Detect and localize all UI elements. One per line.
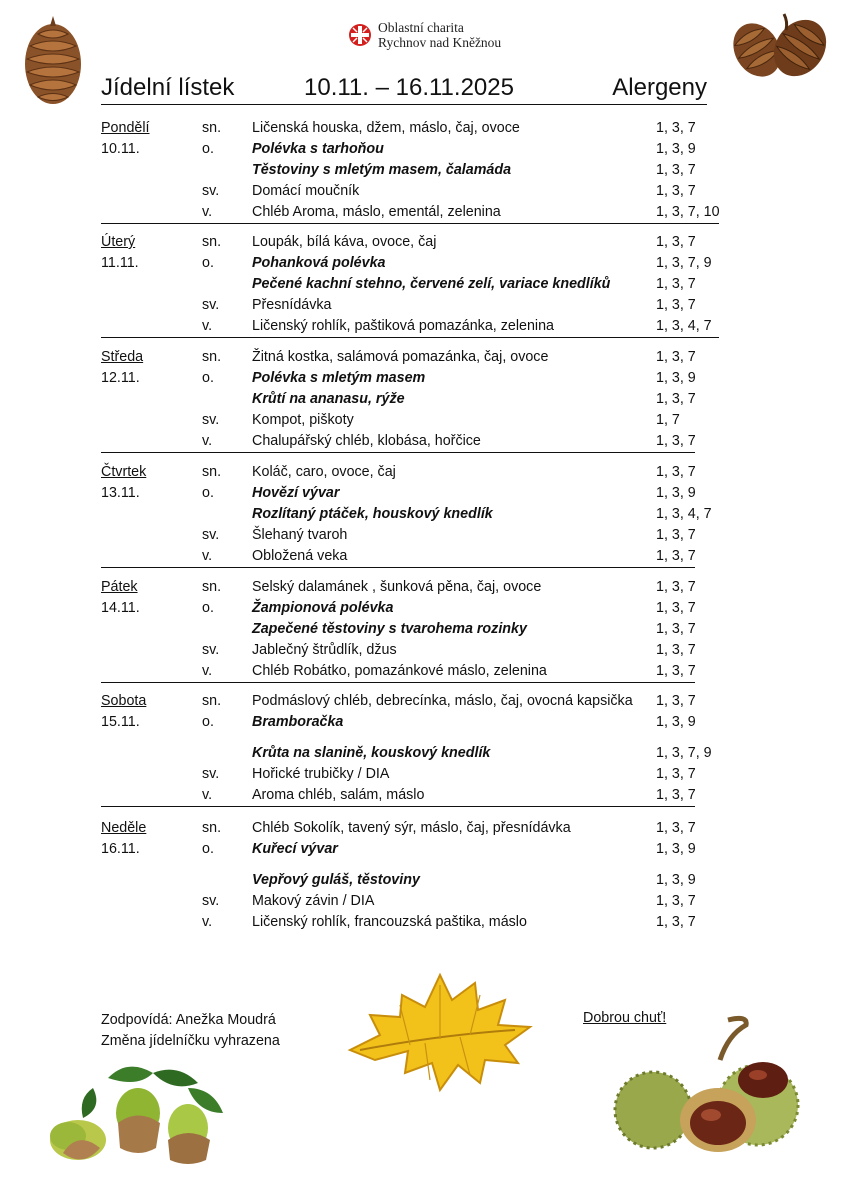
- charity-cross-icon: [348, 23, 372, 47]
- meal-code: v.: [202, 663, 213, 679]
- dish: Bramboračka: [252, 714, 344, 730]
- meal-code: o.: [202, 841, 214, 857]
- menu-row: [101, 483, 721, 504]
- dish: Ličenský rohlík, francouzská paštika, máslo: [252, 914, 527, 930]
- menu-row: [101, 743, 721, 764]
- dish: Zapečené těstoviny s tvarohema rozinky: [252, 621, 527, 637]
- menu-row: [101, 619, 721, 640]
- meal-code: sn.: [202, 120, 222, 136]
- day-block-friday: [101, 577, 721, 683]
- allergens: 1, 3, 9: [656, 485, 696, 501]
- dish: Kuřecí vývar: [252, 841, 338, 857]
- menu-row: [101, 232, 721, 253]
- dish: Chléb Robátko, pomazánkové máslo, zelenina: [252, 663, 547, 679]
- meal-code: o.: [202, 600, 214, 616]
- day-date: 15.11.: [101, 714, 140, 730]
- allergens: 1, 3, 4, 7: [656, 318, 712, 334]
- org-name-line2: Rychnov nad Kněžnou: [378, 35, 502, 50]
- dish: Přesnídávka: [252, 297, 332, 313]
- dish: Pečené kachní stehno, červené zelí, variace knedlíků: [252, 276, 611, 292]
- dish: Kompot, piškoty: [252, 412, 354, 428]
- chestnuts-image: [608, 1015, 808, 1165]
- allergens: 1, 3, 7, 10: [656, 204, 720, 220]
- responsible-person: Zodpovídá: Anežka Moudrá: [101, 1012, 276, 1028]
- dish: Rozlítaný ptáček, houskový knedlík: [252, 506, 493, 522]
- meal-code: o.: [202, 370, 214, 386]
- meal-code: v.: [202, 318, 213, 334]
- menu-row: [101, 202, 719, 224]
- dish: Selský dalamánek , šunková pěna, čaj, ovoce: [252, 579, 542, 595]
- dish: Šlehaný tvaroh: [252, 527, 348, 543]
- allergens: 1, 3, 7: [656, 766, 696, 782]
- meal-code: sv.: [202, 183, 220, 199]
- meal-code: sn.: [202, 464, 222, 480]
- charity-logo: [348, 20, 501, 50]
- menu-row: [101, 546, 695, 568]
- allergens: 1, 3, 9: [656, 714, 696, 730]
- meal-code: o.: [202, 485, 214, 501]
- allergens: 1, 3, 7: [656, 914, 696, 930]
- meal-code: sv.: [202, 766, 220, 782]
- meal-code: sn.: [202, 349, 222, 365]
- day-block-thursday: [101, 462, 721, 568]
- meal-code: sn.: [202, 579, 222, 595]
- day-name: Sobota: [101, 693, 147, 709]
- dish: Pohanková polévka: [252, 255, 386, 271]
- dish: Krůta na slanině, kouskový knedlík: [252, 745, 491, 761]
- menu-row: [101, 912, 721, 933]
- dish: Těstoviny s mletým masem, čalamáda: [252, 162, 512, 178]
- allergens: 1, 3, 7: [656, 162, 696, 178]
- day-block-wednesday: [101, 347, 721, 453]
- meal-code: v.: [202, 914, 213, 930]
- menu-row: [101, 640, 721, 661]
- day-block-monday: [101, 118, 721, 224]
- menu-row: [101, 431, 695, 453]
- menu-row: [101, 347, 721, 368]
- allergens: 1, 3, 7: [656, 433, 696, 449]
- allergens: 1, 3, 9: [656, 370, 696, 386]
- allergens-heading: Alergeny: [612, 74, 707, 101]
- menu-row: [101, 764, 721, 785]
- allergens: 1, 3, 7: [656, 642, 696, 658]
- menu-row: [101, 598, 721, 619]
- meal-code: o.: [202, 255, 214, 271]
- day-block-sunday: [101, 818, 721, 933]
- dish: Aroma chléb, salám, máslo: [252, 787, 425, 803]
- meal-code: sn.: [202, 820, 222, 836]
- dish: Ličenská houska, džem, máslo, čaj, ovoce: [252, 120, 520, 136]
- allergens: 1, 3, 9: [656, 841, 696, 857]
- allergens: 1, 3, 7: [656, 820, 696, 836]
- dish: Loupák, bílá káva, ovoce, čaj: [252, 234, 437, 250]
- allergens: 1, 7: [656, 412, 680, 428]
- day-name: Středa: [101, 349, 144, 365]
- dish: Makový závin / DIA: [252, 893, 375, 909]
- menu-row: [101, 389, 721, 410]
- allergens: 1, 3, 7, 9: [656, 255, 712, 271]
- acorns-image: [38, 1058, 228, 1168]
- closing-wish: Dobrou chuť!: [583, 1010, 667, 1026]
- allergens: 1, 3, 7: [656, 893, 696, 909]
- menu-row: [101, 818, 721, 839]
- menu-row: [101, 525, 721, 546]
- meal-code: sn.: [202, 234, 222, 250]
- pine-cones-image: [722, 10, 834, 80]
- allergens: 1, 3, 4, 7: [656, 506, 712, 522]
- dish: Chléb Sokolík, tavený sýr, máslo, čaj, přesnídávka: [252, 820, 571, 836]
- day-date: 13.11.: [101, 485, 140, 501]
- meal-code: sv.: [202, 412, 220, 428]
- allergens: 1, 3, 7: [656, 527, 696, 543]
- allergens: 1, 3, 7: [656, 579, 696, 595]
- allergens: 1, 3, 7: [656, 234, 696, 250]
- menu-row: [101, 295, 721, 316]
- menu-row: [101, 712, 721, 733]
- allergens: 1, 3, 7: [656, 663, 696, 679]
- meal-code: sv.: [202, 527, 220, 543]
- meal-code: v.: [202, 433, 213, 449]
- allergens: 1, 3, 7: [656, 183, 696, 199]
- dish: Chléb Aroma, máslo, ementál, zelenina: [252, 204, 501, 220]
- autumn-leaf-image: [340, 955, 540, 1095]
- menu-row: [101, 870, 721, 891]
- dish: Hořické trubičky / DIA: [252, 766, 390, 782]
- menu-row: [101, 368, 721, 389]
- menu-row: [101, 891, 721, 912]
- menu-row: [101, 139, 721, 160]
- menu-row: [101, 785, 695, 807]
- menu-row: [101, 160, 721, 181]
- dish: Domácí moučník: [252, 183, 360, 199]
- menu-row: [101, 661, 695, 683]
- dish: Polévka s mletým masem: [252, 370, 426, 386]
- menu-row: [101, 253, 721, 274]
- day-block-tuesday: [101, 232, 721, 338]
- allergens: 1, 3, 7, 9: [656, 745, 712, 761]
- allergens: 1, 3, 7: [656, 787, 696, 803]
- meal-code: sv.: [202, 642, 220, 658]
- dish: Chalupářský chléb, klobása, hořčice: [252, 433, 481, 449]
- pine-cone-image: [18, 14, 88, 108]
- allergens: 1, 3, 7: [656, 464, 696, 480]
- menu-row: [101, 274, 721, 295]
- menu-row: [101, 462, 721, 483]
- dish: Koláč, caro, ovoce, čaj: [252, 464, 396, 480]
- allergens: 1, 3, 7: [656, 600, 696, 616]
- dish: Hovězí vývar: [252, 485, 340, 501]
- footer-info: [101, 1010, 280, 1052]
- day-name: Neděle: [101, 820, 147, 836]
- allergens: 1, 3, 7: [656, 349, 696, 365]
- dish: Obložená veka: [252, 548, 348, 564]
- dish: Podmáslový chléb, debrecínka, máslo, čaj, ovocná kapsička: [252, 693, 633, 709]
- org-name-line1: Oblastní charita: [378, 20, 464, 35]
- day-name: Úterý: [101, 234, 136, 250]
- dish: Vepřový guláš, těstoviny: [252, 872, 420, 888]
- allergens: 1, 3, 7: [656, 693, 696, 709]
- allergens: 1, 3, 7: [656, 297, 696, 313]
- menu-date-range: 10.11. – 16.11.2025: [304, 74, 514, 101]
- menu-header: [101, 74, 707, 105]
- day-date: 10.11.: [101, 141, 140, 157]
- day-name: Čtvrtek: [101, 464, 147, 480]
- meal-code: v.: [202, 787, 213, 803]
- menu-row: [101, 181, 721, 202]
- dish: Krůtí na ananasu, rýže: [252, 391, 405, 407]
- day-date: 11.11.: [101, 255, 139, 271]
- day-date: 16.11.: [101, 841, 140, 857]
- menu-title: Jídelní lístek: [101, 74, 235, 101]
- meal-code: sn.: [202, 693, 222, 709]
- meal-code: v.: [202, 204, 213, 220]
- day-date: 14.11.: [101, 600, 140, 616]
- dish: Žitná kostka, salámová pomazánka, čaj, ovoce: [252, 349, 549, 365]
- menu-row: [101, 316, 719, 338]
- meal-code: sv.: [202, 297, 220, 313]
- menu-row: [101, 118, 721, 139]
- day-name: Pondělí: [101, 120, 150, 136]
- allergens: 1, 3, 7: [656, 391, 696, 407]
- dish: Jablečný štrůdlík, džus: [252, 642, 397, 658]
- meal-code: o.: [202, 141, 214, 157]
- dish: Polévka s tarhoňou: [252, 141, 384, 157]
- dish: Ličenský rohlík, paštiková pomazánka, zelenina: [252, 318, 554, 334]
- menu-row: [101, 691, 721, 712]
- allergens: 1, 3, 7: [656, 276, 696, 292]
- allergens: 1, 3, 9: [656, 872, 696, 888]
- change-note: Změna jídelníčku vyhrazena: [101, 1033, 280, 1049]
- meal-code: o.: [202, 714, 214, 730]
- meal-code: v.: [202, 548, 213, 564]
- day-block-saturday: [101, 691, 721, 807]
- menu-row: [101, 839, 721, 860]
- allergens: 1, 3, 7: [656, 120, 696, 136]
- day-date: 12.11.: [101, 370, 140, 386]
- meal-code: sv.: [202, 893, 220, 909]
- day-name: Pátek: [101, 579, 138, 595]
- menu-row: [101, 577, 721, 598]
- allergens: 1, 3, 9: [656, 141, 696, 157]
- dish: Žampionová polévka: [252, 600, 394, 616]
- menu-row: [101, 504, 721, 525]
- menu-row: [101, 410, 721, 431]
- allergens: 1, 3, 7: [656, 548, 696, 564]
- allergens: 1, 3, 7: [656, 621, 696, 637]
